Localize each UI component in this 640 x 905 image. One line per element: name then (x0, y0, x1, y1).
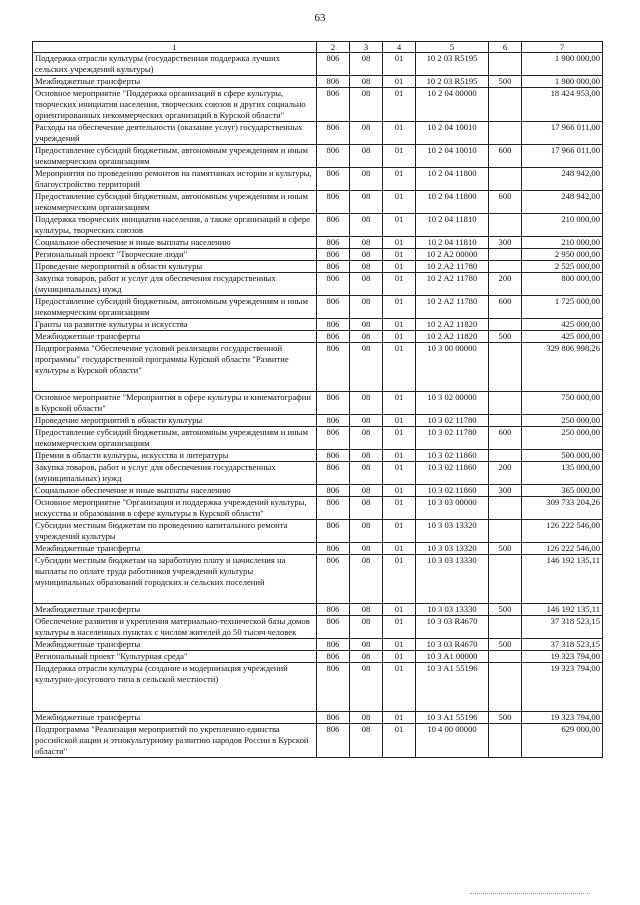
row-value-cell: 329 806 998,26 (522, 343, 603, 392)
row-value-cell: 01 (383, 462, 416, 485)
row-value-cell: 806 (317, 249, 350, 261)
row-value-cell: 10 2 A2 00000 (416, 249, 489, 261)
row-value-cell: 806 (317, 639, 350, 651)
row-value-cell: 01 (383, 497, 416, 520)
row-value-cell (489, 261, 522, 273)
row-name-cell: Межбюджетные трансферты (33, 331, 317, 343)
row-value-cell: 01 (383, 663, 416, 712)
row-value-cell: 01 (383, 485, 416, 497)
row-value-cell: 806 (317, 237, 350, 249)
row-value-cell: 01 (383, 191, 416, 214)
row-value-cell: 806 (317, 261, 350, 273)
row-value-cell (489, 168, 522, 191)
row-value-cell: 01 (383, 145, 416, 168)
row-value-cell: 08 (350, 663, 383, 712)
table-row (33, 555, 603, 604)
row-value-cell: 250 000,00 (522, 415, 603, 427)
row-value-cell: 01 (383, 392, 416, 415)
row-value-cell: 500 (489, 543, 522, 555)
row-value-cell: 309 733 204,26 (522, 497, 603, 520)
row-value-cell: 806 (317, 145, 350, 168)
row-value-cell: 10 4 00 00000 (416, 724, 489, 758)
row-value-cell: 806 (317, 543, 350, 555)
row-value-cell: 19 323 794,00 (522, 663, 603, 712)
row-value-cell: 425 000,00 (522, 331, 603, 343)
row-name-cell: Проведение мероприятий в области культуры (33, 415, 317, 427)
row-value-cell: 01 (383, 639, 416, 651)
row-value-cell (489, 319, 522, 331)
row-value-cell: 08 (350, 53, 383, 76)
row-value-cell: 10 2 A2 11780 (416, 296, 489, 319)
row-value-cell (489, 392, 522, 415)
row-value-cell: 08 (350, 543, 383, 555)
row-value-cell: 01 (383, 415, 416, 427)
row-value-cell: 806 (317, 616, 350, 639)
row-value-cell: 126 222 546,00 (522, 520, 603, 543)
row-value-cell: 08 (350, 555, 383, 604)
row-value-cell: 500 (489, 604, 522, 616)
row-value-cell: 806 (317, 651, 350, 663)
row-value-cell: 01 (383, 273, 416, 296)
row-value-cell: 126 222 546,00 (522, 543, 603, 555)
row-value-cell: 806 (317, 520, 350, 543)
row-value-cell: 600 (489, 145, 522, 168)
row-value-cell: 135 000,00 (522, 462, 603, 485)
row-name-cell: Расходы на обеспечение деятельности (оказание услуг) государственных учреждений (33, 122, 317, 145)
row-name-cell: Поддержка отрасли культуры (создание и модернизация учреждений культурно-досугового типа в сельской местности) (33, 663, 317, 712)
row-name-cell: Поддержка творческих инициатив населения, а также организаций в сфере культуры, творческих союзов (33, 214, 317, 237)
row-value-cell: 10 3 02 11860 (416, 450, 489, 462)
table-row (33, 462, 603, 485)
table-row (33, 639, 603, 651)
row-name-cell: Основное мероприятие "Мероприятия в сфере культуры и кинематографии в Курской области" (33, 392, 317, 415)
row-value-cell: 01 (383, 53, 416, 76)
row-value-cell: 806 (317, 497, 350, 520)
row-value-cell: 10 3 03 00000 (416, 497, 489, 520)
row-value-cell (489, 249, 522, 261)
row-value-cell: 806 (317, 122, 350, 145)
row-value-cell: 01 (383, 237, 416, 249)
row-value-cell: 806 (317, 273, 350, 296)
row-value-cell: 01 (383, 214, 416, 237)
row-value-cell: 10 2 04 11810 (416, 214, 489, 237)
row-value-cell (489, 214, 522, 237)
row-value-cell: 08 (350, 616, 383, 639)
table-row (33, 450, 603, 462)
row-value-cell: 1 725 000,00 (522, 296, 603, 319)
row-value-cell: 600 (489, 191, 522, 214)
row-name-cell: Межбюджетные трансферты (33, 639, 317, 651)
row-value-cell: 300 (489, 237, 522, 249)
row-value-cell: 19 323 794,00 (522, 712, 603, 724)
row-value-cell: 629 000,00 (522, 724, 603, 758)
row-value-cell (489, 663, 522, 712)
row-value-cell (489, 651, 522, 663)
row-value-cell: 806 (317, 485, 350, 497)
row-value-cell: 01 (383, 122, 416, 145)
row-value-cell: 365 000,00 (522, 485, 603, 497)
table-row (33, 343, 603, 392)
row-value-cell: 08 (350, 639, 383, 651)
row-value-cell: 08 (350, 214, 383, 237)
row-value-cell: 08 (350, 651, 383, 663)
row-value-cell: 500 (489, 331, 522, 343)
table-row (33, 53, 603, 76)
row-value-cell: 10 2 04 11810 (416, 237, 489, 249)
row-value-cell: 10 2 04 10010 (416, 122, 489, 145)
row-value-cell: 250 000,00 (522, 427, 603, 450)
row-value-cell: 10 2 03 R5195 (416, 53, 489, 76)
table-row (33, 331, 603, 343)
table-row (33, 88, 603, 122)
row-value-cell: 500 000,00 (522, 450, 603, 462)
row-value-cell: 10 2 A2 11820 (416, 319, 489, 331)
row-value-cell: 01 (383, 343, 416, 392)
row-value-cell: 01 (383, 249, 416, 261)
row-value-cell (489, 555, 522, 604)
row-value-cell: 248 942,00 (522, 168, 603, 191)
row-value-cell: 08 (350, 249, 383, 261)
row-name-cell: Региональный проект "Творческие люди" (33, 249, 317, 261)
row-value-cell: 08 (350, 392, 383, 415)
table-row (33, 663, 603, 712)
column-header: 2 (317, 42, 350, 53)
row-value-cell: 1 900 000,00 (522, 76, 603, 88)
column-header: 6 (489, 42, 522, 53)
row-value-cell: 01 (383, 616, 416, 639)
row-value-cell: 08 (350, 497, 383, 520)
table-row (33, 651, 603, 663)
budget-table (32, 41, 603, 758)
row-value-cell (489, 53, 522, 76)
row-value-cell: 500 (489, 639, 522, 651)
row-value-cell: 10 2 03 R5195 (416, 76, 489, 88)
row-value-cell: 10 2 04 11800 (416, 168, 489, 191)
row-value-cell: 425 000,00 (522, 319, 603, 331)
row-value-cell: 806 (317, 462, 350, 485)
row-value-cell: 08 (350, 76, 383, 88)
table-row (33, 319, 603, 331)
row-name-cell: Подпрограмма "Реализация мероприятий по укреплению единства российской нации и этнокультурному развитию народов России в Курской области" (33, 724, 317, 758)
row-value-cell: 37 318 523,15 (522, 639, 603, 651)
row-value-cell: 01 (383, 651, 416, 663)
row-value-cell: 01 (383, 712, 416, 724)
row-name-cell: Региональный проект "Культурная среда" (33, 651, 317, 663)
row-name-cell: Межбюджетные трансферты (33, 76, 317, 88)
row-value-cell: 01 (383, 427, 416, 450)
row-value-cell: 10 3 A1 55196 (416, 663, 489, 712)
row-value-cell: 01 (383, 76, 416, 88)
row-value-cell: 08 (350, 427, 383, 450)
row-value-cell: 10 3 02 11780 (416, 415, 489, 427)
row-name-cell: Основное мероприятие "Поддержка организаций в сфере культуры, творческих инициатив населения, творческих союзов и других социально ориентированных некоммерческих организаций в Курской области" (33, 88, 317, 122)
table-row (33, 497, 603, 520)
table-row (33, 122, 603, 145)
row-value-cell (489, 415, 522, 427)
row-value-cell: 146 192 135,11 (522, 555, 603, 604)
row-value-cell: 10 3 A1 00000 (416, 651, 489, 663)
table-row (33, 415, 603, 427)
row-value-cell: 08 (350, 145, 383, 168)
row-name-cell: Предоставление субсидий бюджетным, автономным учреждениям и иным некоммерческим организациям (33, 145, 317, 168)
row-value-cell: 01 (383, 724, 416, 758)
row-value-cell: 806 (317, 296, 350, 319)
column-header: 5 (416, 42, 489, 53)
row-value-cell: 08 (350, 122, 383, 145)
row-name-cell: Межбюджетные трансферты (33, 712, 317, 724)
table-row (33, 427, 603, 450)
row-value-cell: 08 (350, 296, 383, 319)
row-value-cell: 806 (317, 392, 350, 415)
row-value-cell: 08 (350, 261, 383, 273)
row-value-cell: 01 (383, 543, 416, 555)
row-name-cell: Проведение мероприятий в области культуры (33, 261, 317, 273)
row-value-cell: 01 (383, 604, 416, 616)
row-value-cell: 806 (317, 214, 350, 237)
row-value-cell: 600 (489, 427, 522, 450)
table-row (33, 485, 603, 497)
table-row (33, 724, 603, 758)
row-value-cell: 806 (317, 663, 350, 712)
row-value-cell: 08 (350, 415, 383, 427)
row-value-cell (489, 122, 522, 145)
row-name-cell: Межбюджетные трансферты (33, 543, 317, 555)
row-value-cell: 01 (383, 555, 416, 604)
row-value-cell: 806 (317, 191, 350, 214)
row-value-cell: 806 (317, 53, 350, 76)
row-value-cell: 08 (350, 450, 383, 462)
table-row (33, 712, 603, 724)
row-value-cell: 806 (317, 415, 350, 427)
row-value-cell: 210 000,00 (522, 237, 603, 249)
row-value-cell: 200 (489, 273, 522, 296)
row-value-cell: 08 (350, 462, 383, 485)
row-value-cell: 806 (317, 88, 350, 122)
column-header: 7 (522, 42, 603, 53)
row-value-cell: 17 966 011,00 (522, 122, 603, 145)
row-value-cell: 08 (350, 520, 383, 543)
row-value-cell: 210 000,00 (522, 214, 603, 237)
row-value-cell: 806 (317, 76, 350, 88)
table-row (33, 76, 603, 88)
table-row (33, 296, 603, 319)
row-value-cell: 01 (383, 168, 416, 191)
row-value-cell: 10 3 00 00000 (416, 343, 489, 392)
row-value-cell: 806 (317, 319, 350, 331)
row-value-cell: 19 323 794,00 (522, 651, 603, 663)
row-value-cell: 146 192 135,11 (522, 604, 603, 616)
row-value-cell: 200 (489, 462, 522, 485)
row-value-cell: 806 (317, 724, 350, 758)
column-header: 1 (33, 42, 317, 53)
row-value-cell (489, 520, 522, 543)
row-value-cell (489, 450, 522, 462)
row-name-cell: Социальное обеспечение и иные выплаты населению (33, 237, 317, 249)
table-row (33, 249, 603, 261)
row-name-cell: Предоставление субсидий бюджетным, автономным учреждениям и иным некоммерческим организациям (33, 296, 317, 319)
row-value-cell: 10 3 03 R4670 (416, 616, 489, 639)
row-value-cell: 10 3 02 11860 (416, 485, 489, 497)
row-value-cell: 10 3 03 13320 (416, 543, 489, 555)
row-name-cell: Социальное обеспечение и иные выплаты населению (33, 485, 317, 497)
row-value-cell: 10 2 A2 11780 (416, 273, 489, 296)
row-value-cell (489, 343, 522, 392)
row-value-cell: 248 942,00 (522, 191, 603, 214)
row-value-cell: 01 (383, 331, 416, 343)
column-header: 4 (383, 42, 416, 53)
row-value-cell: 806 (317, 427, 350, 450)
row-value-cell: 08 (350, 191, 383, 214)
row-value-cell: 806 (317, 712, 350, 724)
row-name-cell: Мероприятия по проведению ремонтов на памятниках истории и культуры, благоустройство территорий (33, 168, 317, 191)
row-value-cell: 2 525 000,00 (522, 261, 603, 273)
row-name-cell: Закупка товаров, работ и услуг для обеспечения государственных (муниципальных) нужд (33, 273, 317, 296)
footer-mark (470, 893, 590, 895)
row-name-cell: Закупка товаров, работ и услуг для обеспечения государственных (муниципальных) нужд (33, 462, 317, 485)
row-value-cell: 08 (350, 485, 383, 497)
row-value-cell: 08 (350, 331, 383, 343)
row-value-cell (489, 724, 522, 758)
page-number: 63 (314, 12, 326, 24)
table-row (33, 273, 603, 296)
row-value-cell: 10 2 04 11800 (416, 191, 489, 214)
table-body (33, 53, 603, 758)
row-value-cell: 806 (317, 331, 350, 343)
row-value-cell: 800 000,00 (522, 273, 603, 296)
row-value-cell: 08 (350, 168, 383, 191)
table-row (33, 214, 603, 237)
row-value-cell: 806 (317, 343, 350, 392)
row-value-cell: 10 3 03 13330 (416, 555, 489, 604)
table-row (33, 616, 603, 639)
table-row (33, 543, 603, 555)
row-value-cell: 08 (350, 343, 383, 392)
row-value-cell: 08 (350, 88, 383, 122)
table-row (33, 520, 603, 543)
row-value-cell: 10 2 04 10010 (416, 145, 489, 168)
row-value-cell (489, 616, 522, 639)
row-value-cell: 01 (383, 296, 416, 319)
table-row (33, 237, 603, 249)
row-name-cell: Межбюджетные трансферты (33, 604, 317, 616)
row-value-cell: 01 (383, 319, 416, 331)
row-value-cell (489, 497, 522, 520)
row-value-cell: 806 (317, 450, 350, 462)
row-name-cell: Гранты на развитие культуры и искусства (33, 319, 317, 331)
row-value-cell: 10 2 A2 11820 (416, 331, 489, 343)
row-name-cell: Предоставление субсидий бюджетным, автономным учреждениям и иным некоммерческим организациям (33, 191, 317, 214)
row-value-cell: 806 (317, 555, 350, 604)
row-value-cell: 01 (383, 261, 416, 273)
row-value-cell: 500 (489, 76, 522, 88)
row-value-cell: 08 (350, 319, 383, 331)
row-value-cell: 10 3 03 13330 (416, 604, 489, 616)
row-value-cell: 806 (317, 168, 350, 191)
row-value-cell: 806 (317, 604, 350, 616)
row-value-cell: 10 3 02 11860 (416, 462, 489, 485)
row-name-cell: Подпрограмма "Обеспечение условий реализации государственной программы" государственной программы Курской области "Развитие культуры в Курской области" (33, 343, 317, 392)
row-value-cell: 10 3 03 R4670 (416, 639, 489, 651)
table-row (33, 392, 603, 415)
row-value-cell: 17 966 011,00 (522, 145, 603, 168)
row-value-cell: 37 318 523,15 (522, 616, 603, 639)
row-value-cell: 300 (489, 485, 522, 497)
row-value-cell: 10 3 03 13320 (416, 520, 489, 543)
row-value-cell: 10 3 02 11780 (416, 427, 489, 450)
row-value-cell: 08 (350, 724, 383, 758)
column-header: 3 (350, 42, 383, 53)
row-name-cell: Обеспечение развития и укрепления материально-технической базы домов культуры в населенных пунктах с числом жителей до 50 тысяч человек (33, 616, 317, 639)
table-row (33, 191, 603, 214)
row-name-cell: Субсидии местным бюджетам на заработную плату и начисления на выплаты по оплате труда работников учреждений культуры муниципальных образований городских и сельских поселений (33, 555, 317, 604)
row-value-cell: 10 3 A1 55196 (416, 712, 489, 724)
table-row (33, 168, 603, 191)
row-name-cell: Премии в области культуры, искусства и литературы (33, 450, 317, 462)
table-row (33, 604, 603, 616)
row-value-cell: 08 (350, 712, 383, 724)
row-value-cell: 10 2 04 00000 (416, 88, 489, 122)
row-name-cell: Предоставление субсидий бюджетным, автономным учреждениям и иным некоммерческим организациям (33, 427, 317, 450)
row-value-cell: 08 (350, 273, 383, 296)
row-value-cell (489, 88, 522, 122)
table-row (33, 145, 603, 168)
row-value-cell: 01 (383, 88, 416, 122)
row-value-cell: 10 2 A2 11780 (416, 261, 489, 273)
row-name-cell: Субсидии местным бюджетам по проведению капитального ремонта учреждений культуры (33, 520, 317, 543)
row-value-cell: 500 (489, 712, 522, 724)
row-value-cell: 1 900 000,00 (522, 53, 603, 76)
row-name-cell: Основное мероприятие "Организация и поддержка учреждений культуры, искусства и образования в сфере культуры в Курской области" (33, 497, 317, 520)
row-value-cell: 600 (489, 296, 522, 319)
row-name-cell: Поддержка отрасли культуры (государственная поддержка лучших сельских учреждений культуры) (33, 53, 317, 76)
row-value-cell: 01 (383, 450, 416, 462)
row-value-cell: 01 (383, 520, 416, 543)
table-row (33, 261, 603, 273)
table-header-row (33, 42, 603, 53)
row-value-cell: 10 3 02 00000 (416, 392, 489, 415)
row-value-cell: 08 (350, 604, 383, 616)
row-value-cell: 18 424 953,00 (522, 88, 603, 122)
row-value-cell: 750 000,00 (522, 392, 603, 415)
row-value-cell: 2 950 000,00 (522, 249, 603, 261)
row-value-cell: 08 (350, 237, 383, 249)
